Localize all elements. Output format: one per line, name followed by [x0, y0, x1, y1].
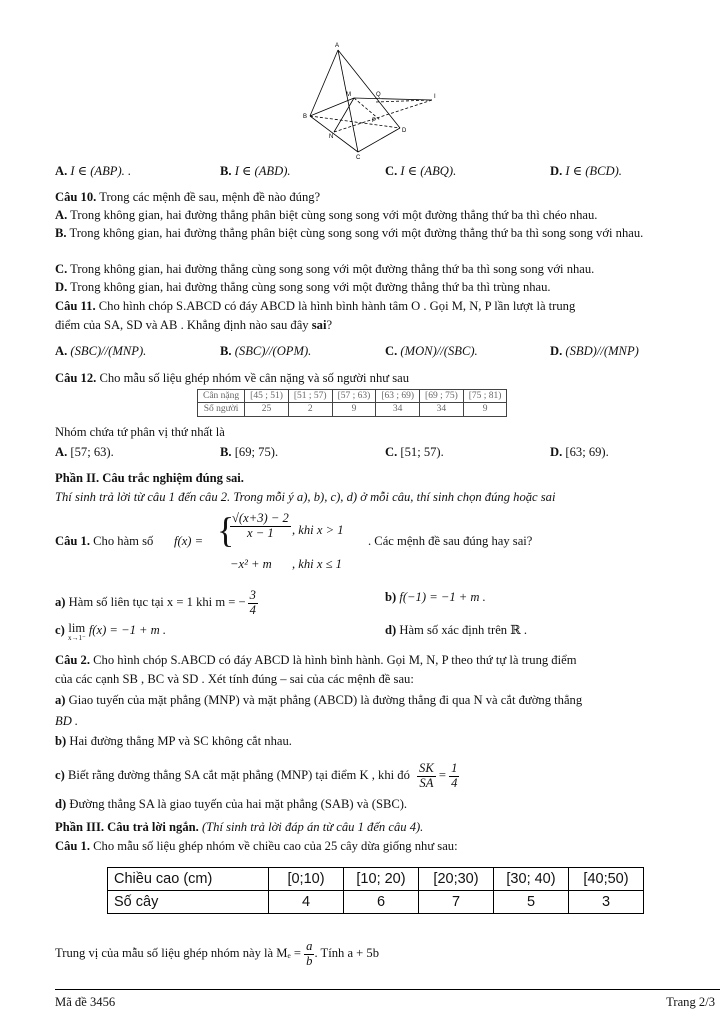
table-cell: Số người: [198, 403, 245, 416]
p2q2-b[interactable]: b) Hai đường thẳng MP và SC không cắt nhau.: [55, 734, 292, 748]
q9-options: [55, 163, 695, 181]
table-cell: 3: [569, 891, 644, 914]
label-I: I: [434, 94, 436, 100]
table-cell: [40;50): [569, 868, 644, 891]
label-A: A: [335, 43, 340, 49]
table-cell: Số cây: [108, 891, 269, 914]
q11-stem-1: Câu 11. Cho hình chóp S.ABCD có đáy ABCD là hình bình hành tâm O . Gọi M, N, P lần lượt là trung: [55, 299, 576, 313]
table-cell: [45 ; 51): [245, 390, 289, 403]
table-cell: 9: [463, 403, 507, 416]
p2q1-after: . Các mệnh đề sau đúng hay sai?: [368, 534, 533, 548]
table-row: [198, 390, 507, 403]
q10-option-d[interactable]: D. Trong không gian, hai đường thẳng cùng song song với một đường thẳng thứ ba thì trùng nhau.: [55, 280, 551, 294]
q9-option-d[interactable]: D. I ∈ (BCD).: [550, 164, 622, 178]
p2q1-fx: f(x) =: [174, 534, 204, 548]
table-row: [108, 891, 644, 914]
table-cell: [63 ; 69): [376, 390, 420, 403]
table-cell: [75 ; 81): [463, 390, 507, 403]
p2q2-stem-1: Câu 2. Cho hình chóp S.ABCD có đáy ABCD là hình bình hành. Gọi M, N, P theo thứ tự là trung điểm: [55, 653, 577, 667]
table-cell: 25: [245, 403, 289, 416]
table-cell: [57 ; 63): [332, 390, 376, 403]
q11-stem-2: điểm của SA, SD và AB . Khẳng định nào sau đây sai?: [55, 318, 333, 332]
q12-weight-table: [197, 389, 507, 417]
p2q1-b[interactable]: b) f(−1) = −1 + m .: [385, 590, 486, 604]
table-cell: 4: [269, 891, 344, 914]
table-cell: [20;30): [419, 868, 494, 891]
q11-option-b[interactable]: B. (SBC)//(OPM).: [220, 344, 312, 358]
q11-option-c[interactable]: C. (MON)//(SBC).: [385, 344, 478, 358]
p2q2-d[interactable]: d) Đường thẳng SA là giao tuyến của hai mặt phẳng (SAB) và (SBC).: [55, 797, 408, 811]
label-N: N: [329, 134, 334, 140]
p2q2-stem-2: của các cạnh SB , BC và SD . Xét tính đúng – sai của các mệnh đề sau:: [55, 672, 414, 686]
q12-stem: Câu 12. Cho mẫu số liệu ghép nhóm về cân nặng và số người như sau: [55, 371, 410, 385]
q9-option-c[interactable]: C. I ∈ (ABQ).: [385, 164, 457, 178]
q12-option-c[interactable]: C. [51; 57).: [385, 445, 444, 459]
q10-stem: Câu 10. Trong các mệnh đề sau, mệnh đề nào đúng?: [55, 190, 321, 204]
table-cell: 34: [420, 403, 464, 416]
q9-option-b[interactable]: B. I ∈ (ABD).: [220, 164, 291, 178]
pyramid-figure: [300, 40, 450, 160]
table-cell: [69 ; 75): [420, 390, 464, 403]
table-cell: [0;10): [269, 868, 344, 891]
p2q1-d[interactable]: d) Hàm số xác định trên ℝ .: [385, 623, 527, 637]
q12-options: [55, 444, 695, 462]
q12-option-d[interactable]: D. [63; 69).: [550, 445, 609, 459]
p3q1-stem: Câu 1. Cho mẫu số liệu ghép nhóm về chiều cao của 25 cây dừa giống như sau:: [55, 839, 458, 853]
p2q1-a[interactable]: a) Hàm số liên tục tại x = 1 khi m = − $\frac{3}{4}$: [55, 588, 256, 617]
label-Q: Q: [376, 92, 381, 98]
p2q2-c[interactable]: c) Biết rằng đường thẳng SA cắt mặt phẳng (MNP) tại điểm K , khi đó $\frac{SK}{SA}$ = $\frac{1}{4}$: [55, 761, 458, 790]
q11-option-a[interactable]: A. (SBC)//(MNP).: [55, 344, 147, 358]
exam-code: Mã đề 3456: [55, 995, 116, 1009]
q12-option-a[interactable]: A. [57; 63).: [55, 445, 114, 459]
table-cell: [30; 40): [494, 868, 569, 891]
table-cell: Chiều cao (cm): [108, 868, 269, 891]
table-row: [198, 403, 507, 416]
p2q1-stem: Câu 1. Cho hàm số: [55, 534, 154, 548]
table-cell: 6: [344, 891, 419, 914]
p2q2-a-cont: BD .: [55, 714, 79, 728]
q9-option-a[interactable]: A. I ∈ (ABP). .: [55, 164, 132, 178]
part3-title: Phần III. Câu trả lời ngắn. (Thí sinh trả lời đáp án từ câu 1 đến câu 4).: [55, 820, 424, 834]
label-M: M: [346, 92, 351, 98]
q12-question: Nhóm chứa tứ phân vị thứ nhất là: [55, 425, 225, 439]
label-B: B: [303, 114, 308, 120]
table-cell: 34: [376, 403, 420, 416]
p2q1-piece2-cond: , khi x ≤ 1: [292, 557, 342, 571]
part2-instruction: Thí sinh trả lời từ câu 1 đến câu 2. Trong mỗi ý a), b), c), d) ở mỗi câu, thí sinh chọn đúng hoặc sai: [55, 490, 556, 504]
table-row: [108, 868, 644, 891]
p2q1-piece1-frac: $\frac{√(x+3) - 2}{x - 1}$: [232, 511, 289, 540]
p2q1-c[interactable]: c) lim x→1⁻ f(x) = −1 + m .: [55, 621, 167, 642]
q11-option-d[interactable]: D. (SBD)//(MNP): [550, 344, 639, 358]
table-cell: 2: [288, 403, 332, 416]
q10-option-c[interactable]: C. Trong không gian, hai đường thẳng cùng song song với một đường thẳng thứ ba thì song song với nhau.: [55, 262, 595, 276]
page-number: Trang 2/3: [666, 995, 715, 1009]
p2q1-piece1-cond: , khi x > 1: [292, 523, 344, 537]
q10-option-b[interactable]: B. Trong không gian, hai đường thẳng phân biệt cùng song song với một đường thẳng thứ ba thì song song với nhau.: [55, 226, 644, 240]
label-P: P: [372, 118, 377, 124]
p2q1-piece2: −x² + m: [230, 557, 272, 571]
q10-option-a[interactable]: A. Trong không gian, hai đường thẳng phân biệt cùng song song với một đường thẳng thứ ba thì chéo nhau.: [55, 208, 598, 222]
table-cell: 7: [419, 891, 494, 914]
height-table: [107, 867, 644, 914]
q12-option-b[interactable]: B. [69; 75).: [220, 445, 279, 459]
label-D: D: [402, 128, 407, 134]
part2-title: Phần II. Câu trắc nghiệm đúng sai.: [55, 471, 244, 485]
p2q2-a[interactable]: a) Giao tuyến của mặt phẳng (MNP) và mặt phẳng (ABCD) là đường thẳng đi qua N và cắt đường thẳng: [55, 693, 583, 707]
footer-rule: [55, 989, 720, 990]
table-cell: [10; 20): [344, 868, 419, 891]
table-cell: Cân nặng: [198, 390, 245, 403]
q11-options: [55, 343, 695, 361]
label-C: C: [356, 155, 361, 160]
table-cell: 5: [494, 891, 569, 914]
piecewise-brace: {: [217, 510, 235, 550]
p3q1-question: Trung vị của mẫu số liệu ghép nhóm này là Mₑ = $\frac{a}{b}$ . Tính a + 5b: [55, 939, 380, 968]
table-cell: [51 ; 57): [288, 390, 332, 403]
table-cell: 9: [332, 403, 376, 416]
